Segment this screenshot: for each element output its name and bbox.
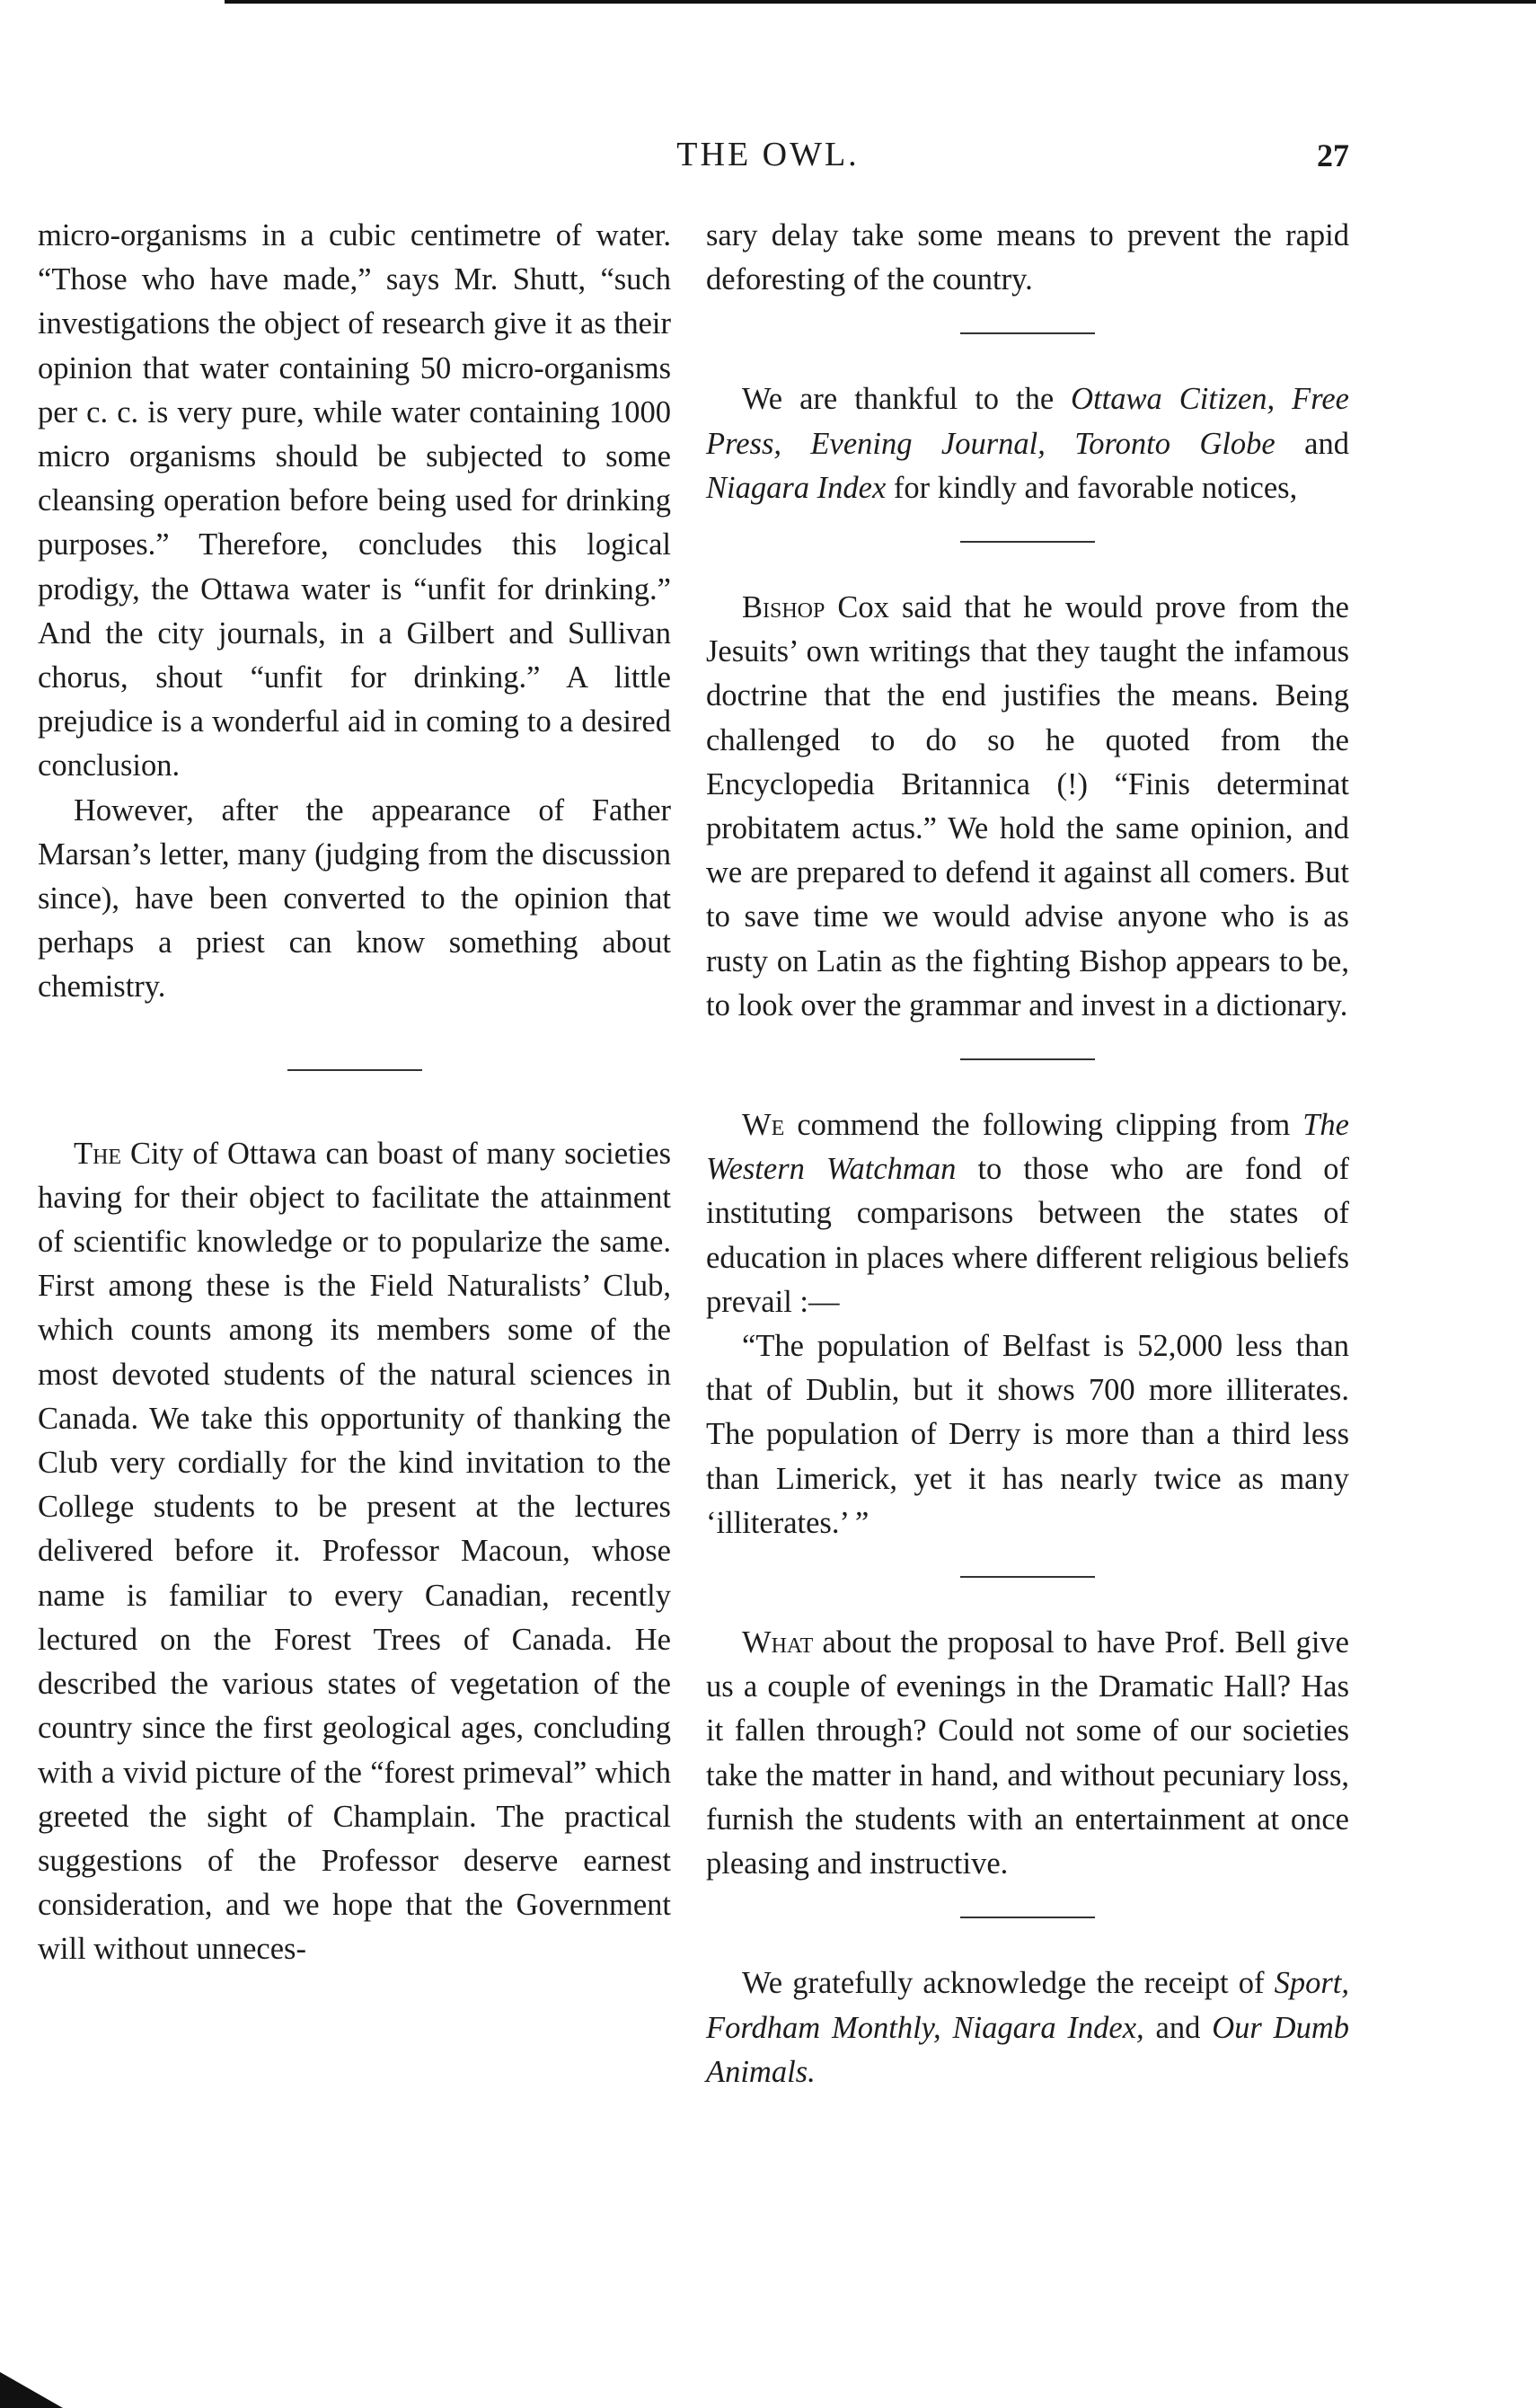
section-separator [960, 332, 1095, 334]
section-separator [960, 541, 1095, 543]
right-paragraph-quote: “The population of Belfast is 52,000 less than that of Dublin, but it shows 700 more illiterates. The population of Derry is more than a third less than Limerick, yet it has nearly twice as many ‘illiterates.’ ” [706, 1329, 1349, 1540]
right-paragraph-prof-bell [706, 1621, 1349, 1886]
section-separator [960, 1058, 1095, 1060]
right-paragraph-bishop-cox [706, 586, 1349, 1028]
left-paragraph-marsan: However, after the appearance of Father Marsan’s letter, many (judging from the discussion since), have been converted to the opinion that perhaps a priest can know something about chemistry. [38, 792, 671, 1005]
left-column [38, 214, 671, 1972]
newspaper-titles: Ottawa Citizen, Free Press, Evening Journal, Toronto Globe [706, 382, 1349, 461]
paragraph-text: We are thankful to the [742, 382, 1072, 417]
paragraph-text: and [1143, 2010, 1213, 2045]
right-paragraph-continuation: sary delay take some means to prevent the rapid deforesting of the country. [706, 218, 1349, 297]
scan-corner-shadow [0, 2372, 63, 2408]
running-title: THE OWL. [676, 136, 860, 173]
page-number: 27 [1317, 137, 1349, 173]
paragraph-lead-word: The [74, 1136, 122, 1171]
periodical-title: Our Dumb Animals. [706, 2010, 1349, 2089]
paragraph-lead-word: We [742, 1108, 785, 1143]
left-paragraph-field-naturalists [38, 1132, 671, 1972]
top-edge-rule [225, 0, 1536, 4]
newspaper-title: The Western Watchman [706, 1108, 1349, 1187]
periodical-titles: Sport, Fordham Monthly, Niagara Index, [706, 1966, 1349, 2045]
section-separator [960, 1917, 1095, 1918]
right-column [706, 214, 1349, 2094]
paragraph-text: for kindly and favorable notices, [886, 470, 1298, 505]
paragraph-text: and [1275, 426, 1349, 461]
paragraph-text: about the proposal to have Prof. Bell give us a couple of evenings in the Dramatic Hall? Has it fallen through? Could not some of our societies take the matter in hand, and without pecuniary loss, furnish the students with an entertainment at once pleasing and instructive. [706, 1625, 1349, 1881]
paragraph-text: commend the following clipping from [784, 1108, 1303, 1143]
right-paragraph-clipping [706, 1103, 1349, 1324]
right-paragraph-thanks [706, 377, 1349, 510]
paragraph-text: Cox said that he would prove from the Jesuits’ own writings that they taught the infamous doctrine that the end justifies the means. Being challenged to do so he quoted from the Encyclopedia Britannica (!) “Finis determinat probitatem actus.” We hold the same opinion, and we are prepared to defend it against all comers. But to save time we would advise anyone who is as rusty on Latin as the fighting Bishop appears to be, to look over the grammar and invest in a dictionary. [706, 590, 1349, 1023]
paragraph-text: City of Ottawa can boast of many societies having for their object to facilitate the attainment of scientific knowledge or to popularize the same. First among these is the Field Naturalists’ Club, which counts among its members some of the most devoted students of the natural sciences in Canada. We take this opportunity of thanking the Club very cordially for the kind invitation to the College students to be present at the lectures delivered before it. Professor Macoun, whose name is familiar to every Canadian, recently lectured on the Forest Trees of Canada. He described the various states of vegetation of the country since the first geological ages, concluding with a vivid picture of the “forest primeval” which greeted the sight of Champlain. The practical suggestions of the Professor deserve earnest consideration, and we hope that the Government will without unneces- [38, 1136, 671, 1967]
section-separator [960, 1576, 1095, 1578]
newspaper-title: Niagara Index [706, 470, 887, 505]
paragraph-lead-word: Bishop [742, 590, 825, 625]
paragraph-lead-word: What [742, 1625, 814, 1660]
paragraph-text: We gratefully acknowledge the receipt of [742, 1966, 1275, 2001]
paragraph-text: to those who are fond of instituting comparisons between the states of education in places where different religious beliefs prevail :— [706, 1152, 1349, 1319]
right-paragraph-acknowledge [706, 1961, 1349, 2094]
section-separator [287, 1069, 422, 1071]
left-paragraph-water: micro-organisms in a cubic centimetre of water. “Those who have made,” says Mr. Shutt, “such investigations the object of research give it as their opinion that water containing 50 micro-organisms per c. c. is very pure, while water containing 1000 micro organisms should be subjected to some cleansing operation before being used for drinking purposes.” Therefore, concludes this logical prodigy, the Ottawa water is “unfit for drinking.” And the city journals, in a Gilbert and Sullivan chorus, shout “unfit for drinking.” A little prejudice is a wonderful aid in coming to a desired conclusion. [38, 218, 671, 783]
